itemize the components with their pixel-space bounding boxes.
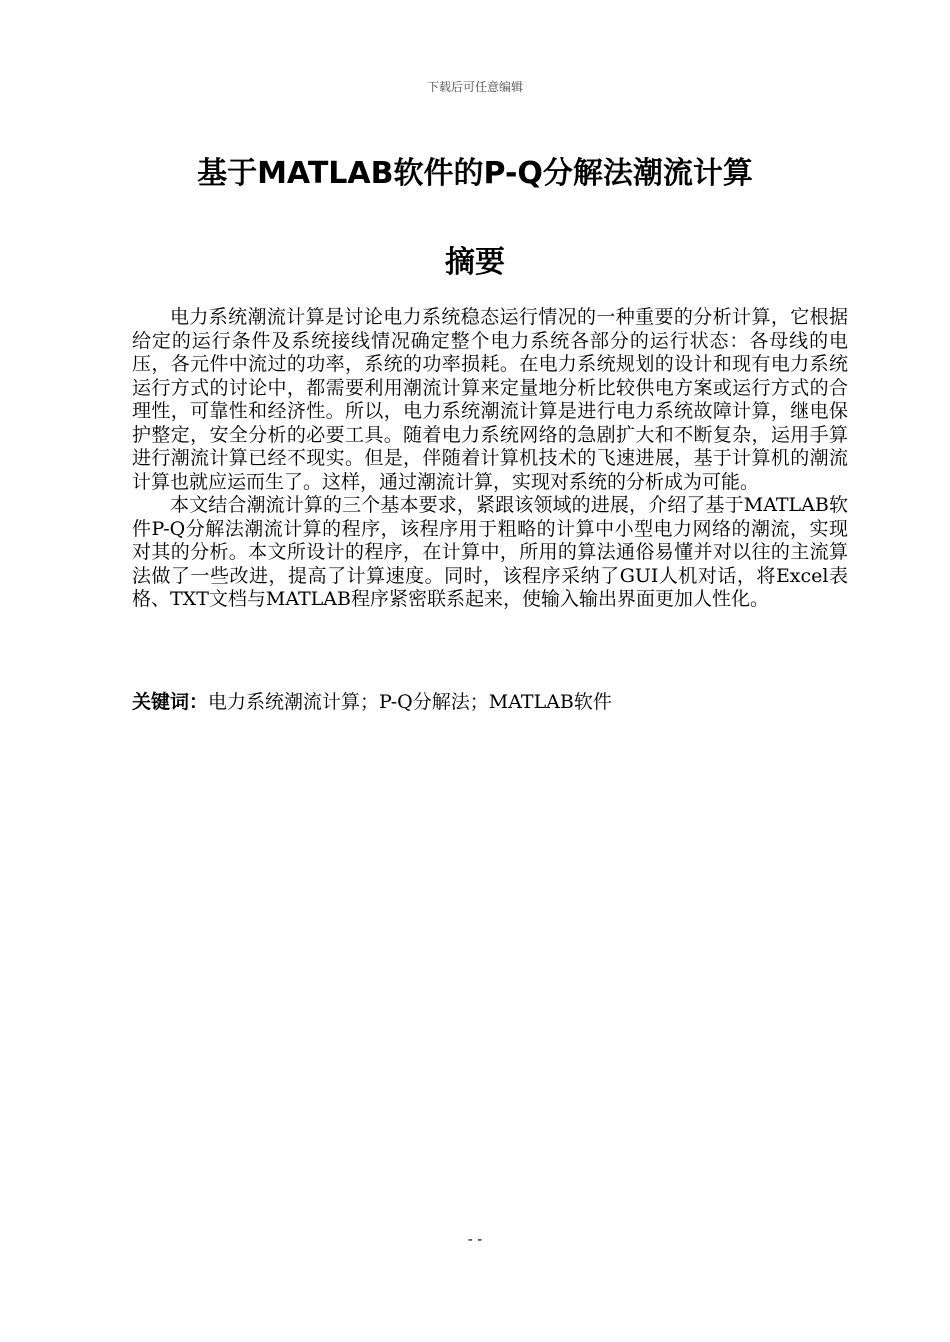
keywords-label: 关键词： [132,691,209,713]
page-number: - - [467,1232,483,1248]
abstract-heading: 摘要 [445,245,505,280]
header-note: 下载后可任意编辑 [426,80,523,94]
abstract-paragraph-1: 电力系统潮流计算是讨论电力系统稳态运行情况的一种重要的分析计算，它根据给定的运行条件及系统接线情况确定整个电力系统各部分的运行状态：各母线的电压，各元件中流过的功率，系统的功率损耗。在电力系统规划的设计和现有电力系统运行方式的讨论中，都需要利用潮流计算来定量地分析比较供电方案或运行方式的合理性，可靠性和经济性。所以，电力系统潮流计算是进行电力系统故障计算，继电保护整定，安全分析的必要工具。随着电力系统网络的急剧扩大和不断复杂，运用手算进行潮流计算已经不现实。但是，伴随着计算机技术的飞速进展，基于计算机的潮流计算也就应运而生了。这样，通过潮流计算，实现对系统的分析成为可能。 [132,306,848,493]
keywords-line [132,690,848,714]
document-title: 基于MATLAB软件的P-Q分解法潮流计算 [197,156,753,191]
keywords-value: 电力系统潮流计算；P-Q分解法；MATLAB软件 [208,691,612,713]
abstract-body [132,306,848,612]
abstract-paragraph-2: 本文结合潮流计算的三个基本要求，紧跟该领域的进展，介绍了基于MATLAB软件P-Q分解法潮流计算的程序，该程序用于粗略的计算中小型电力网络的潮流，实现对其的分析。本文所设计的程序，在计算中，所用的算法通俗易懂并对以往的主流算法做了一些改进，提高了计算速度。同时，该程序采纳了GUI人机对话，将Excel表格、TXT文档与MATLAB程序紧密联系起来，使输入输出界面更加人性化。 [132,494,848,610]
